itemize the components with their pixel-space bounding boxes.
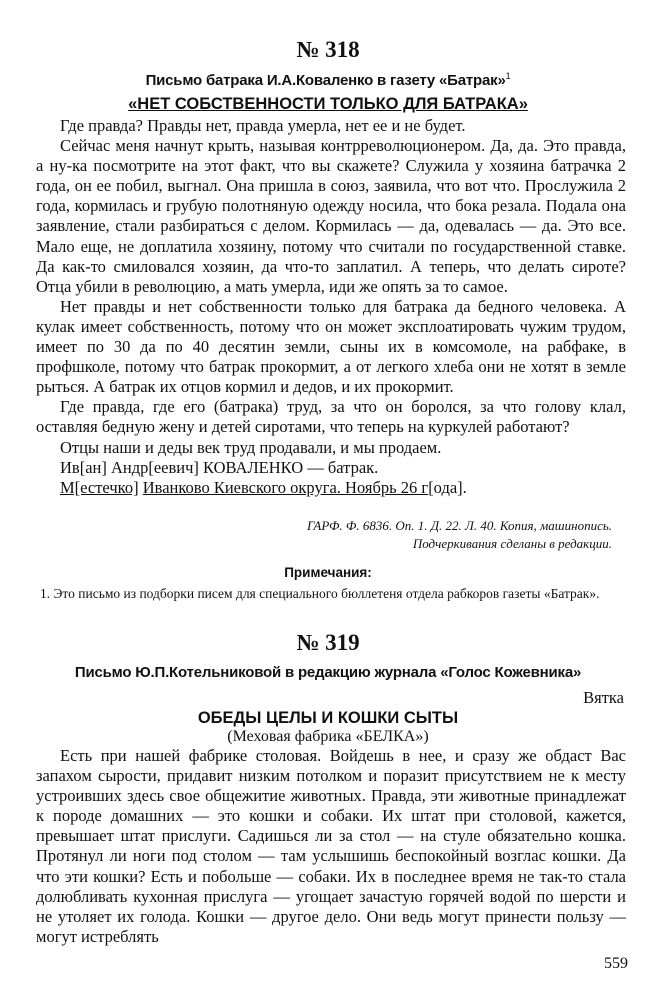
paragraph: Сейчас меня начнут крыть, называя контрреволюционером. Да, да. Это правда, а ну-ка посмотрите на этот факт, что вы скажете? Служила у хозяина батрачка 2 года, он ее побил, выгнал. Она пришла в союз, заявила, что вот что. Прослужила 2 года, кормилась и грубую полотняную одежду носила, что бока резала. Подала она заявление, стали разбираться с делом. Кормилась — да, одевалась — да. Это все. Мало еще, не доплатила хозяину, потому что считали по государственной ставке. Да как-то смиловался хозяин, да что-то заплатил. А теперь, что делать сироте? Отца убили в революцию, а мать умерла, иди же опять за то самое. <box>36 136 626 296</box>
archive-source: ГАРФ. Ф. 6836. Оп. 1. Д. 22. Л. 40. Копия, машинопись. <box>307 518 612 533</box>
title-text: «НЕТ СОБСТВЕННОСТИ ТОЛЬКО ДЛЯ БАТРАКА» <box>128 95 528 113</box>
signature: Ив[ан] Андр[еевич] КОВАЛЕНКО — батрак. <box>60 457 379 477</box>
paragraph: Есть при нашей фабрике столовая. Войдешь в нее, и сразу же обдаст Вас запахом сырости, придавит низким потолком и поразит присутствием не к месту устроивших здесь свое общежитие животных. Правда, эти животные принадлежат к породе домашних — это кошки и собаки. Их штат при столовой, кажется, превышает штат прислуги. Садишься ли за стол — на стуле обязательно кошка. Протянул ли ноги под столом — там услышишь беспокойный возглас кошки. Да что эти кошки? Есть и побольше — собаки. Их в последнее время не так-то стала долюбливать кухонная прислуга — угощает зачастую горячей водой по шерсти и не утоляет их голода. Кошки — другое дело. Они ведь могут принести пользу — могут истреблять <box>36 746 626 946</box>
document-number-319: № 319 <box>296 630 360 655</box>
footnote-1: 1. Это письмо из подборки писем для специального бюллетеня отдела рабкоров газеты «Батрак». <box>40 586 600 601</box>
paragraph: Нет правды и нет собственности только для батрака да бедного человека. А кулак имеет собственность, потому что он может эксплоатировать чужим трудом, имеет по 30 да по 40 десятин земли, сыны их в комсомоле, на рабфаке, в профшколе, потому что батрак прокормит, а от легкого хлеба они не хотят в земле рыться. А батрак их отцов кормил и дедов, и их прокормит. <box>36 296 626 397</box>
footnote-ref: 1 <box>505 71 511 81</box>
document-number-318: № 318 <box>296 37 360 62</box>
place-suffix: [ода]. <box>428 477 467 497</box>
letter-body-319 <box>36 746 626 947</box>
document-heading-318 <box>30 71 626 89</box>
place-date <box>36 478 626 498</box>
letter-body-318 <box>36 116 626 498</box>
paragraph: Где правда? Правды нет, правда умерла, нет ее и не будет. <box>60 116 466 135</box>
heading-text: Письмо батрака И.А.Коваленко в газету «Батрак» <box>145 72 506 89</box>
place-prefix: М[естечко] <box>60 477 139 497</box>
document-heading-319: Письмо Ю.П.Котельниковой в редакцию журнала «Голос Кожевника» <box>74 664 582 681</box>
place-name: Вятка <box>583 688 624 707</box>
page-number: 559 <box>604 955 628 972</box>
document-subtitle-319: (Меховая фабрика «БЕЛКА») <box>227 728 429 745</box>
archive-reference <box>52 517 612 553</box>
archive-remark: Подчеркивания сделаны в редакции. <box>412 536 612 551</box>
notes-heading: Примечания: <box>284 565 372 580</box>
document-title-319: ОБЕДЫ ЦЕЛЫ И КОШКИ СЫТЫ <box>197 709 459 727</box>
paragraph: Где правда, где его (батрака) труд, за что он боролся, за что голову клал, оставляя бедную жену и детей сиротами, что теперь на куркулей работают? <box>36 397 626 437</box>
place-underlined: Иванково Киевского округа. Ноябрь 26 г <box>142 477 429 497</box>
document-title-318 <box>30 95 626 114</box>
paragraph: Отцы наши и деды век труд продавали, и мы продаем. <box>60 437 442 457</box>
